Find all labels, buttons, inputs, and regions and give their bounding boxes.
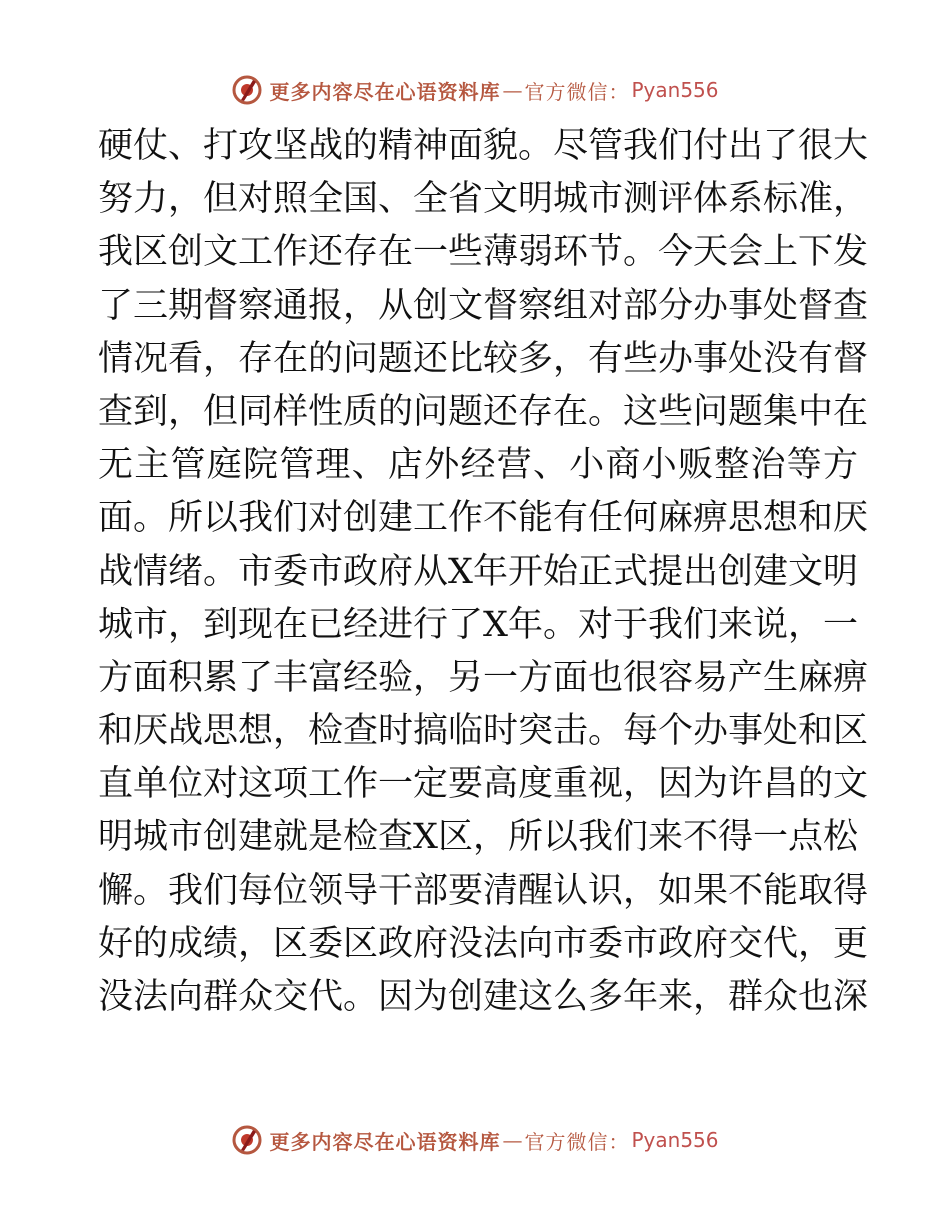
body-line: 懈。我们每位领导干部要清醒认识，如果不能取得 <box>98 870 869 911</box>
footer-promo-text: 更多内容尽在心语资料库 <box>269 1129 501 1154</box>
body-line: 查到，但同样性质的问题还存在。这些问题集中在 <box>98 391 869 432</box>
footer-banner <box>0 1122 950 1158</box>
body-line: 直单位对这项工作一定要高度重视，因为许昌的文 <box>98 764 869 805</box>
body-line: 我区创文工作还存在一些薄弱环节。今天会上下发 <box>98 232 869 273</box>
header-separator: — <box>502 78 523 102</box>
header-wechat-id: Pyan556 <box>631 78 719 102</box>
body-line: 城市，到现在已经进行了X年。对于我们来说，一 <box>98 604 858 645</box>
body-line: 情况看，存在的问题还比较多，有些办事处没有督 <box>98 338 869 379</box>
header-promo-text: 更多内容尽在心语资料库 <box>269 79 501 104</box>
footer-wechat-id: Pyan556 <box>631 1128 719 1152</box>
body-line: 方面积累了丰富经验，另一方面也很容易产生麻痹 <box>98 657 869 698</box>
pen-logo-icon <box>231 74 263 106</box>
body-line: 和厌战思想，检查时搞临时突击。每个办事处和区 <box>98 711 869 752</box>
header-official-label: 官方微信： <box>524 79 630 104</box>
body-line: 没法向群众交代。因为创建这么多年来，群众也深 <box>98 977 869 1017</box>
body-line: 无主管庭院管理、店外经营、小商小贩整治等方 <box>98 445 858 486</box>
body-line: 硬仗、打攻坚战的精神面貌。尽管我们付出了很大 <box>98 126 869 166</box>
footer-official-label: 官方微信： <box>524 1129 630 1154</box>
body-line: 战情绪。市委市政府从X年开始正式提出创建文明 <box>98 551 858 592</box>
body-line: 好的成绩，区委区政府没法向市委市政府交代，更 <box>98 923 869 964</box>
body-line: 努力，但对照全国、全省文明城市测评体系标准， <box>98 179 869 220</box>
body-line: 面。所以我们对创建工作不能有任何麻痹思想和厌 <box>98 498 869 539</box>
header-banner <box>0 72 950 108</box>
body-line: 了三期督察通报，从创文督察组对部分办事处督查 <box>98 285 869 326</box>
body-line: 明城市创建就是检查X区，所以我们来不得一点松 <box>98 817 858 858</box>
footer-separator: — <box>502 1128 523 1152</box>
document-body <box>98 120 869 1024</box>
pen-logo-icon <box>231 1124 263 1156</box>
